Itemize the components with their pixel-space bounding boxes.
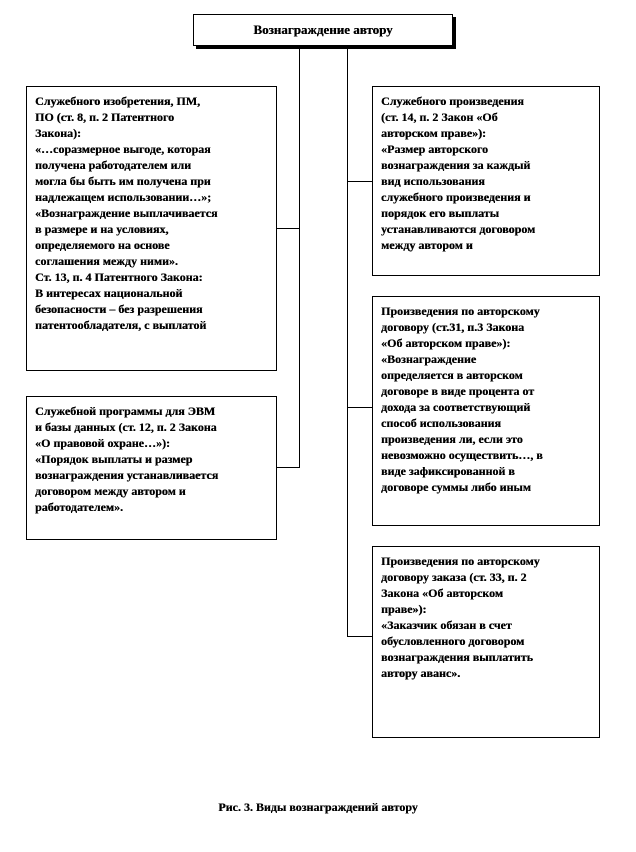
box-text-line: Служебного изобретения, ПМ,: [35, 94, 201, 108]
right-trunk-line: [347, 46, 348, 636]
box-text-line: «…соразмерное выгоде, которая: [35, 142, 211, 156]
right-box-commissioned-contract: [372, 546, 600, 738]
right-box-service-work: [372, 86, 600, 276]
box-text-line: «Об авторском праве»):: [381, 336, 511, 350]
box-text-line: «О правовой охране…»):: [35, 436, 170, 450]
box-text-line: невозможно осуществить…, в: [381, 448, 543, 462]
right-connector-3: [347, 636, 372, 637]
box-text-line: (ст. 14, п. 2 Закон «Об: [381, 110, 498, 124]
root-node-title: Вознаграждение автору: [253, 22, 393, 37]
box-text-line: «Заказчик обязан в счет: [381, 618, 512, 632]
box-text-line: Ст. 13, п. 4 Патентного Закона:: [35, 270, 203, 284]
left-box-service-software: [26, 396, 277, 540]
right-box-author-contract: [372, 296, 600, 526]
box-text-line: «Вознаграждение: [381, 352, 477, 366]
box-text-line: «Порядок выплаты и размер: [35, 452, 193, 466]
box-text-line: вознаграждения за каждый: [381, 158, 531, 172]
box-text-line: Служебного произведения: [381, 94, 524, 108]
box-text-line: в размере и на условиях,: [35, 222, 169, 236]
box-text-line: вознаграждения устанавливается: [35, 468, 219, 482]
box-text-line: безопасности – без разрешения: [35, 302, 203, 316]
box-text-line: обусловленного договором: [381, 634, 525, 648]
box-text-line: Служебной программы для ЭВМ: [35, 404, 216, 418]
root-node-box: [193, 14, 453, 46]
box-text-line: виде зафиксированной в: [381, 464, 515, 478]
box-text-line: договором между автором и: [35, 484, 186, 498]
box-text-line: вознаграждения выплатить: [381, 650, 533, 664]
box-text-line: ПО (ст. 8, п. 2 Патентного: [35, 110, 175, 124]
box-text-line: дохода за соответствующий: [381, 400, 531, 414]
box-text-line: Произведения по авторскому: [381, 304, 540, 318]
left-connector-2: [277, 467, 300, 468]
right-connector-2: [347, 407, 372, 408]
box-text-line: В интересах национальной: [35, 286, 183, 300]
box-text-line: способ использования: [381, 416, 501, 430]
box-text-line: и базы данных (ст. 12, п. 2 Закона: [35, 420, 217, 434]
box-text-line: договоре суммы либо иным: [381, 480, 531, 494]
right-connector-1: [347, 181, 372, 182]
box-text-line: вид использования: [381, 174, 485, 188]
box-text-line: договору заказа (ст. 33, п. 2: [381, 570, 527, 584]
box-text-line: «Размер авторского: [381, 142, 488, 156]
box-text-line: автору аванс».: [381, 666, 461, 680]
box-text-line: Произведения по авторскому: [381, 554, 540, 568]
box-text-line: авторском праве»):: [381, 126, 487, 140]
box-text-line: соглашения между ними».: [35, 254, 178, 268]
box-text-line: определяемого на основе: [35, 238, 170, 252]
box-text-line: получена работодателем или: [35, 158, 192, 172]
box-text-line: служебного произведения и: [381, 190, 531, 204]
box-text-line: патентообладателя, с выплатой: [35, 318, 207, 332]
box-text-line: работодателем».: [35, 500, 123, 514]
box-text-line: произведения ли, если это: [381, 432, 523, 446]
box-text-line: порядок его выплаты: [381, 206, 499, 220]
box-text-line: Закона):: [35, 126, 81, 140]
box-text-line: между автором и: [381, 238, 473, 252]
box-text-line: Закона «Об авторском: [381, 586, 503, 600]
box-text-line: устанавливаются договором: [381, 222, 536, 236]
box-text-line: надлежащем использовании…»;: [35, 190, 212, 204]
box-text-line: договоре в виде процента от: [381, 384, 535, 398]
box-text-line: «Вознаграждение выплачивается: [35, 206, 218, 220]
figure-caption: Рис. 3. Виды вознаграждений автору: [218, 800, 418, 814]
box-text-line: договору (ст.31, п.3 Закона: [381, 320, 525, 334]
box-text-line: праве»):: [381, 602, 427, 616]
left-trunk-line: [299, 46, 300, 468]
box-text-line: могла бы быть им получена при: [35, 174, 211, 188]
left-connector-1: [277, 228, 300, 229]
left-box-service-invention: [26, 86, 277, 371]
box-text-line: определяется в авторском: [381, 368, 523, 382]
